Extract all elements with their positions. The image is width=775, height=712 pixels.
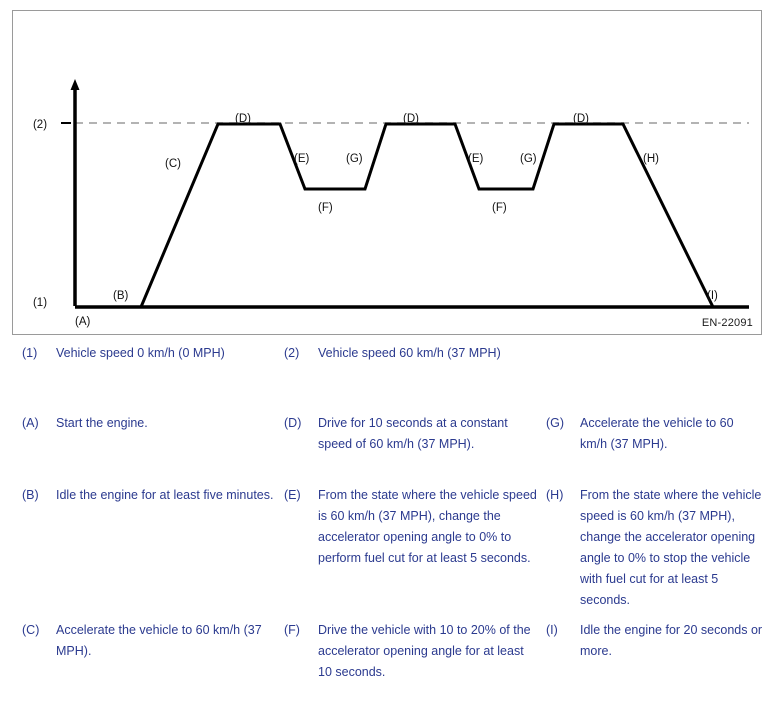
legend-block	[12, 343, 762, 701]
callout-f1: (F)	[318, 202, 333, 214]
axis-label-start: (A)	[75, 316, 91, 328]
legend-marker: (2)	[284, 346, 300, 360]
legend-marker: (F)	[284, 623, 300, 637]
legend-text: Accelerate the vehicle to 60 km/h (37 MPH).	[56, 623, 262, 658]
legend-marker: (I)	[546, 623, 558, 637]
legend-marker: (C)	[22, 623, 40, 637]
callout-h: (H)	[643, 153, 659, 165]
callout-d3: (D)	[573, 113, 589, 125]
callout-f2: (F)	[492, 202, 507, 214]
legend-text: From the state where the vehicle speed is 60 km/h (37 MPH), change the accelerator opening angle to 0% to perform fuel cut for at least 5 seconds.	[318, 488, 537, 565]
legend-marker: (E)	[284, 488, 301, 502]
legend-text: Idle the engine for at least five minutes.	[56, 488, 274, 502]
legend-marker: (B)	[22, 488, 39, 502]
figure-code: EN-22091	[701, 317, 753, 329]
callout-e2: (E)	[468, 153, 484, 165]
callout-g1: (G)	[346, 153, 363, 165]
speed-profile-line	[141, 124, 749, 307]
legend-marker: (D)	[284, 416, 302, 430]
callout-d2: (D)	[403, 113, 419, 125]
legend-text: Vehicle speed 0 km/h (0 MPH)	[56, 346, 225, 360]
legend-marker: (A)	[22, 416, 39, 430]
legend-marker: (H)	[546, 488, 564, 502]
legend-text: Start the engine.	[56, 416, 148, 430]
legend-row	[12, 620, 762, 712]
y-axis-arrow	[71, 79, 80, 90]
callout-d1: (D)	[235, 113, 251, 125]
legend-marker: (1)	[22, 346, 38, 360]
callout-b1: (B)	[113, 290, 129, 302]
legend-text: Accelerate the vehicle to 60 km/h (37 MPH).	[580, 416, 734, 451]
legend-marker: (G)	[546, 416, 565, 430]
speed-profile-chart	[13, 11, 761, 334]
legend-text: Vehicle speed 60 km/h (37 MPH)	[318, 346, 501, 360]
callout-c: (C)	[165, 158, 181, 170]
legend-text: From the state where the vehicle speed is 60 km/h (37 MPH), change the accelerator opening angle to 0% to stop the vehicle with fuel cut for at least 5 seconds.	[580, 488, 762, 607]
legend-text: Drive for 10 seconds at a constant speed of 60 km/h (37 MPH).	[318, 416, 508, 451]
legend-row	[12, 485, 762, 620]
callout-i: (I)	[707, 290, 718, 302]
axis-label-zero: (1)	[32, 297, 48, 309]
axis-label-high: (2)	[32, 119, 48, 131]
callout-e1: (E)	[294, 153, 310, 165]
figure-panel	[12, 10, 762, 335]
callout-g2: (G)	[520, 153, 537, 165]
legend-row	[12, 343, 762, 395]
legend-text: Idle the engine for 20 seconds or more.	[580, 623, 763, 658]
legend-text: Drive the vehicle with 10 to 20% of the accelerator opening angle for at least 10 seconds.	[318, 623, 531, 679]
legend-row	[12, 413, 762, 485]
